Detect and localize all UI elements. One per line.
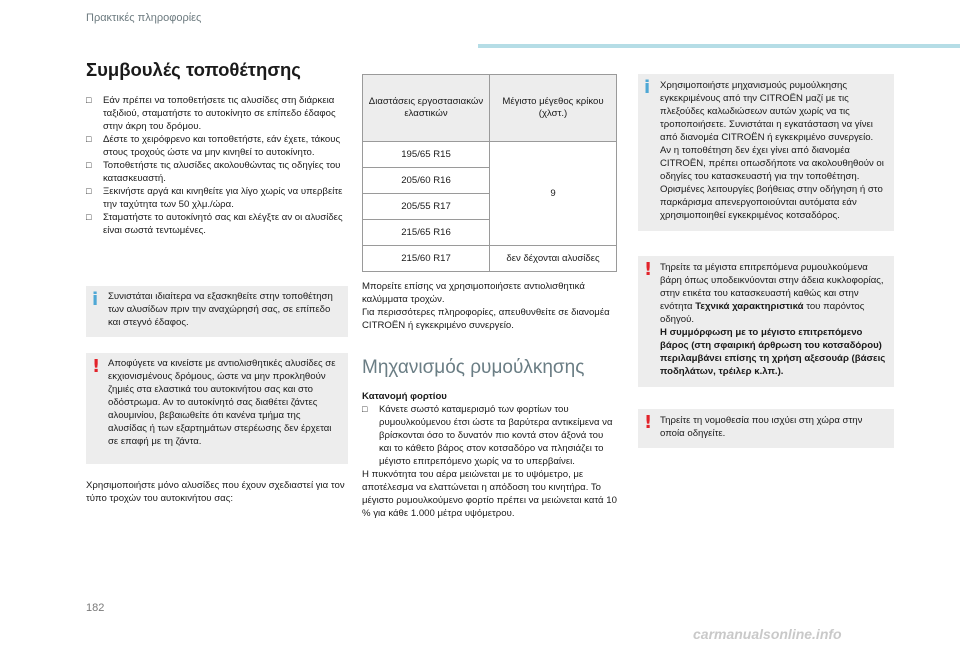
tyre-size-table bbox=[362, 74, 617, 272]
section-header: Πρακτικές πληροφορίες bbox=[86, 12, 202, 24]
warning-text-c: του παρόντος οδηγού. bbox=[660, 301, 865, 325]
list-item: □ Δέστε το χειρόφρενο και τοποθετήστε, εάν έχετε, τάκους στους τροχούς ώστε να μην κινηθεί το αυτοκίνητο. bbox=[86, 133, 348, 159]
list-item: □ Κάνετε σωστό καταμερισμό των φορτίων του ρυμουλκούμενου έτσι ώστε τα βαρύτερα αντικείμενα να βρίσκονται όσο το δυνατόν πιο κοντά στον άξονά του και το κάθετο βάρος στον κοτσαδόρο να πλησιάζει το μέγιστο επιτρεπόμενο χωρίς να το υπερβαίνει. bbox=[362, 403, 617, 468]
right-column bbox=[638, 74, 894, 448]
tyre-size-cell: 215/60 R17 bbox=[363, 246, 490, 272]
warning-icon: ! bbox=[644, 259, 653, 280]
mounting-tips-list bbox=[86, 94, 348, 237]
watermark: carmanualsonline.info bbox=[693, 626, 842, 642]
table-row bbox=[363, 246, 617, 272]
info-text: Συνιστάται ιδιαίτερα να εξασκηθείτε στην τοποθέτηση των αλυσίδων πριν την αναχώρησή σας, σε επίπεδο και στεγνό έδαφος. bbox=[108, 291, 333, 328]
more-info-text: Για περισσότερες πληροφορίες, απευθυνθείτε σε διανομέα CITROËN ή εγκεκριμένο συνεργείο. bbox=[362, 307, 610, 331]
warning-icon: ! bbox=[644, 412, 653, 433]
section-title: Μηχανισμός ρυμούλκησης bbox=[362, 357, 585, 378]
warning-icon: ! bbox=[92, 356, 101, 377]
warning-text: Αποφύγετε να κινείστε με αντιολισθητικές αλυσίδες σε εκχιονισμένους δρόμους, ώστε να μην προκληθούν ζημιές στα ελαστικά του αυτοκινήτου σας και στο οδόστρωμα. Αν το αυτοκίνητό σας διαθέτει ζάντες αλουμινίου, βεβαιωθείτε ότι κανένα τμήμα της αλυσίδας ή των εξαρτημάτων στερέωσης δεν έρχεται σε επαφή με τη ζάντα. bbox=[108, 358, 336, 447]
middle-column bbox=[362, 74, 617, 520]
warning-box bbox=[638, 409, 894, 448]
page-number: 182 bbox=[86, 602, 105, 614]
warning-text-bold: Η συμμόρφωση με το μέγιστο επιτρεπόμενο βάρος (στη σφαιρική άρθρωση του κοτσαδόρου) περιλαμβάνει επίσης τη χρήση αξεσουάρ (βάσεις ποδηλάτων, τρέιλερ κ.λπ.). bbox=[660, 327, 886, 377]
warning-text-a: Τηρείτε τα μέγιστα επιτρεπόμενα ρυμουλκούμενα βάρη όπως υποδεικνύονται στην άδεια κυκλοφορίας, στην ετικέτα του κατασκευαστή καθώς και στην ενότητα bbox=[660, 262, 884, 312]
tyre-size-cell: 205/60 R16 bbox=[363, 168, 490, 194]
warning-box bbox=[638, 256, 894, 387]
tyre-size-cell: 205/55 R17 bbox=[363, 194, 490, 220]
table-header-max-link: Μέγιστο μέγεθος κρίκου (χλστ.) bbox=[490, 75, 617, 142]
max-link-size-cell: 9 bbox=[490, 142, 617, 246]
header-accent-bar bbox=[478, 44, 960, 48]
altitude-text: Η πυκνότητα του αέρα μειώνεται με το υψόμετρο, με αποτέλεσμα να ελαττώνεται η απόδοση του κινητήρα. Το μέγιστο ρυμουλκούμενο φορτίο πρέπει να μειώνεται κατά 10 % για κάθε 1.000 μέτρα υψόμετρου. bbox=[362, 469, 617, 519]
page-title: Συμβουλές τοποθέτησης bbox=[86, 59, 301, 80]
warning-text: Τηρείτε τη νομοθεσία που ισχύει στη χώρα στην οποία οδηγείτε. bbox=[660, 415, 863, 439]
list-item: □ Σταματήστε το αυτοκίνητό σας και ελέγξτε αν οι αλυσίδες είναι σωστά τεντωμένες. bbox=[86, 211, 348, 237]
list-item: □ Εάν πρέπει να τοποθετήσετε τις αλυσίδες στη διάρκεια ταξιδιού, σταματήστε το αυτοκίνητο σε επίπεδο έδαφος στην άκρη του δρόμου. bbox=[86, 94, 348, 133]
load-distribution-list bbox=[362, 403, 617, 468]
list-item: □ Τοποθετήστε τις αλυσίδες ακολουθώντας τις οδηγίες του κατασκευαστή. bbox=[86, 159, 348, 185]
subsection-title: Κατανομή φορτίου bbox=[362, 391, 447, 402]
table-row bbox=[363, 142, 617, 168]
wheel-covers-text: Μπορείτε επίσης να χρησιμοποιήσετε αντιολισθητικά καλύμματα τροχών. bbox=[362, 281, 585, 305]
left-column bbox=[86, 58, 348, 505]
warning-box bbox=[86, 353, 348, 464]
tyre-size-cell: 195/65 R15 bbox=[363, 142, 490, 168]
info-text: Χρησιμοποιήστε μηχανισμούς ρυμούλκησης εγκεκριμένους από την CITROËN μαζί με τις πλεξούδες καλωδιώσεων αυτών χωρίς να τις τροποποιήσετε. Συνιστάται η εγκατάσταση να γίνει από διανομέα CITROËN ή εγκεκριμένο συνεργείο. bbox=[660, 80, 874, 143]
table-header-row bbox=[363, 75, 617, 142]
chains-usage-text: Χρησιμοποιήστε μόνο αλυσίδες που έχουν σχεδιαστεί για τον τύπο τροχών του αυτοκινήτου σας: bbox=[86, 480, 345, 504]
info-text-2: Αν η τοποθέτηση δεν έχει γίνει από διανομέα CITROËN, πρέπει οπωσδήποτε να ακολουθηθούν οι οδηγίες του κατασκευαστή για την τοποθέτηση. bbox=[660, 145, 884, 182]
tyre-size-cell: 215/65 R16 bbox=[363, 220, 490, 246]
table-header-tyre-size: Διαστάσεις εργοστασιακών ελαστικών bbox=[363, 75, 490, 142]
warning-text bbox=[660, 261, 888, 326]
info-icon: i bbox=[92, 289, 99, 310]
info-box bbox=[638, 74, 894, 231]
list-item: □ Ξεκινήστε αργά και κινηθείτε για λίγο χωρίς να υπερβείτε την ταχύτητα των 50 χλμ./ώρα. bbox=[86, 185, 348, 211]
warning-text-bold-link: Τεχνικά χαρακτηριστικά bbox=[695, 301, 804, 312]
info-icon: i bbox=[644, 77, 651, 98]
info-box bbox=[86, 286, 348, 337]
info-text-3: Ορισμένες λειτουργίες βοήθειας στην οδήγηση ή στο παρκάρισμα απενεργοποιούνται αυτόματα εάν χρησιμοποιηθεί εγκεκριμένος κοτσαδόρος. bbox=[660, 184, 883, 221]
max-link-size-cell: δεν δέχονται αλυσίδες bbox=[490, 246, 617, 272]
